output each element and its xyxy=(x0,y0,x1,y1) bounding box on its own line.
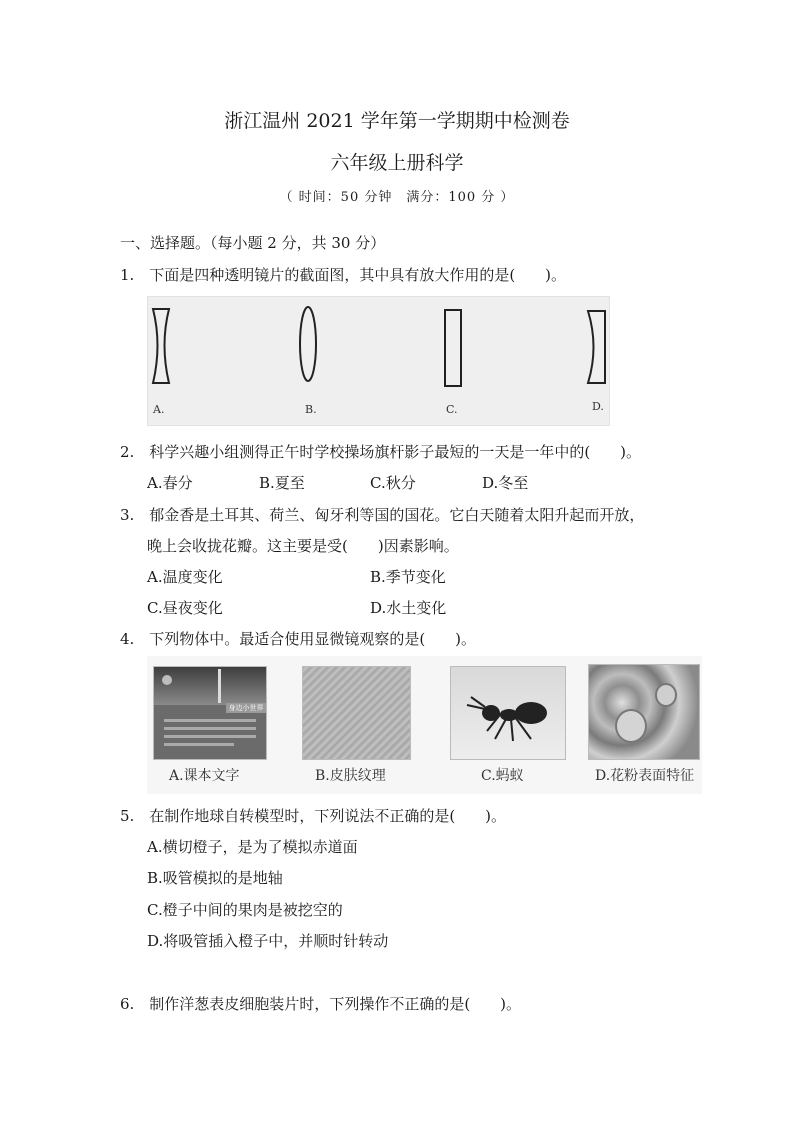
ant-icon xyxy=(451,667,565,759)
photo-pollen-surface xyxy=(588,664,700,760)
convex-lens-b xyxy=(300,307,316,381)
q2-option-a: A.春分 xyxy=(147,474,193,492)
question-5-stem: 5. 在制作地球自转模型时，下列说法不正确的是( )。 xyxy=(120,807,507,825)
lens-cross-section-figure xyxy=(147,296,610,426)
concave-lens-a xyxy=(153,309,169,383)
photo-skin-texture xyxy=(302,666,411,760)
exam-time-info: （ 时间：50 分钟 满分：100 分 ） xyxy=(279,190,515,205)
question-2-stem: 2. 科学兴趣小组测得正午时学校操场旗杆影子最短的一天是一年中的( )。 xyxy=(120,443,642,461)
q5-option-b: B.吸管模拟的是地轴 xyxy=(147,869,283,887)
question-3-stem-line1: 3. 郁金香是土耳其、荷兰、匈牙利等国的国花。它白天随着太阳升起而开放， xyxy=(120,506,645,524)
plano-concave-lens-d xyxy=(588,311,605,383)
q5-option-d: D.将吸管插入橙子中，并顺时针转动 xyxy=(147,932,389,950)
caption-b: B.皮肤纹理 xyxy=(315,768,386,784)
book-tag: 身边小世界 xyxy=(226,703,266,713)
q5-option-a: A.横切橙子，是为了模拟赤道面 xyxy=(147,838,358,856)
q3-option-c: C.昼夜变化 xyxy=(147,599,223,617)
microscope-options-figure xyxy=(147,656,702,794)
caption-c: C.蚂蚁 xyxy=(481,768,524,784)
q2-option-b: B.夏至 xyxy=(259,474,305,492)
q2-option-d: D.冬至 xyxy=(482,474,529,492)
question-1-stem: 1. 下面是四种透明镜片的截面图，其中具有放大作用的是( )。 xyxy=(120,266,567,284)
exam-subtitle: 六年级上册科学 xyxy=(330,152,464,174)
q2-option-c: C.秋分 xyxy=(370,474,416,492)
lens-label-b: B. xyxy=(305,403,317,416)
question-3-stem-line2: 晚上会收拢花瓣。这主要是受( )因素影响。 xyxy=(147,537,459,555)
lens-label-c: C. xyxy=(446,403,458,416)
q3-option-d: D.水土变化 xyxy=(370,599,447,617)
question-4-stem: 4. 下列物体中。最适合使用显微镜观察的是( )。 xyxy=(120,630,477,648)
lens-diagram xyxy=(148,297,609,425)
lens-label-d: D. xyxy=(592,400,604,413)
question-6-stem: 6. 制作洋葱表皮细胞装片时，下列操作不正确的是( )。 xyxy=(120,995,522,1013)
lens-label-a: A. xyxy=(153,403,165,416)
photo-book-text xyxy=(153,666,267,760)
q5-option-c: C.橙子中间的果肉是被挖空的 xyxy=(147,901,343,919)
caption-a: A.课本文字 xyxy=(169,768,240,784)
flat-glass-c xyxy=(445,310,461,386)
caption-d: D.花粉表面特征 xyxy=(595,768,695,784)
section-heading: 一、选择题。（每小题 2 分，共 30 分） xyxy=(120,234,386,252)
exam-title: 浙江温州 2021 学年第一学期期中检测卷 xyxy=(224,110,570,132)
photo-ant xyxy=(450,666,566,760)
q3-option-b: B.季节变化 xyxy=(370,568,446,586)
q3-option-a: A.温度变化 xyxy=(147,568,223,586)
